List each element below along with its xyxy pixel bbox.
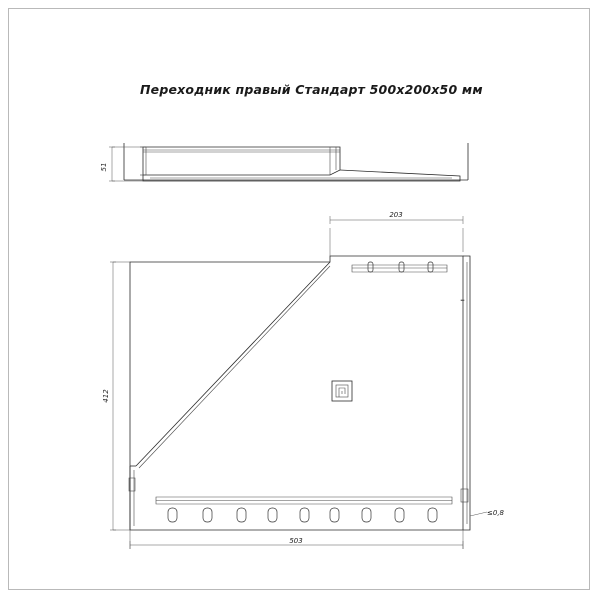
- top-slot-group: [352, 262, 447, 272]
- dimension-label-51: 51: [100, 162, 108, 172]
- dimension-label-503: 503: [289, 537, 303, 545]
- page-title: Переходник правый Стандарт 500х200х50 мм: [140, 82, 483, 97]
- logo-mark: [332, 381, 352, 401]
- dimension-412: [102, 262, 130, 530]
- side-elevation-view: [100, 143, 468, 181]
- dimension-503: [130, 530, 463, 549]
- plan-view: [102, 211, 505, 549]
- dimension-label-412: 412: [102, 389, 110, 403]
- dimension-203: [330, 211, 463, 256]
- dimension-label-203: 203: [389, 211, 403, 219]
- dimension-label-thickness: ≤0,8: [487, 509, 504, 517]
- dimension-51: [100, 147, 143, 181]
- dimension-thickness: [470, 509, 505, 517]
- bottom-slot-group: [156, 497, 452, 522]
